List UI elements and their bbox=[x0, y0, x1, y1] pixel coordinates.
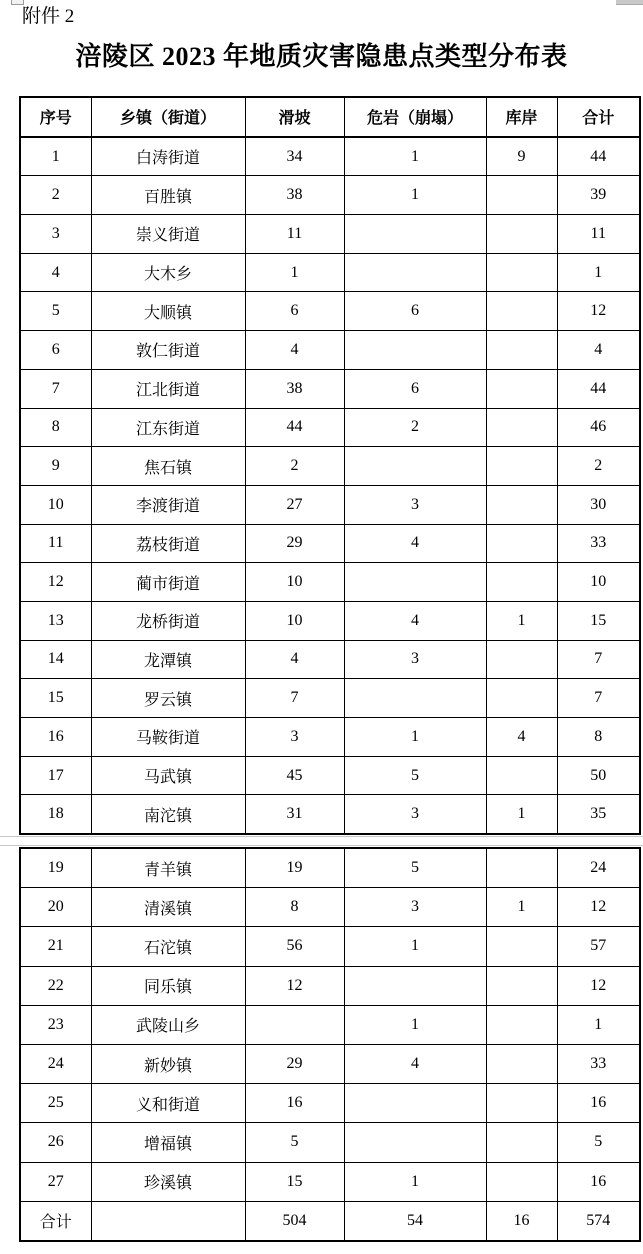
table-cell bbox=[486, 524, 557, 563]
table-row bbox=[20, 1201, 640, 1241]
table-cell: 19 bbox=[20, 848, 91, 888]
table-cell bbox=[91, 1201, 245, 1241]
table-cell: 10 bbox=[245, 563, 344, 602]
table-row bbox=[20, 888, 640, 927]
table-cell: 4 bbox=[486, 718, 557, 757]
table-row bbox=[20, 848, 640, 888]
table-cell bbox=[486, 1162, 557, 1201]
table-cell: 9 bbox=[20, 447, 91, 486]
table-cell: 44 bbox=[557, 137, 640, 176]
table-cell: 8 bbox=[557, 718, 640, 757]
table-cell: 青羊镇 bbox=[91, 848, 245, 888]
table-cell: 7 bbox=[557, 679, 640, 718]
table-cell: 江东街道 bbox=[91, 408, 245, 447]
table-cell: 5 bbox=[20, 292, 91, 331]
header-cell: 乡镇（街道） bbox=[91, 97, 245, 137]
header-cell: 序号 bbox=[20, 97, 91, 137]
table-row bbox=[20, 1162, 640, 1201]
table-cell: 12 bbox=[557, 888, 640, 927]
table-cell: 26 bbox=[20, 1123, 91, 1162]
table-cell: 3 bbox=[344, 888, 486, 927]
table-cell: 同乐镇 bbox=[91, 966, 245, 1005]
page-break-divider bbox=[0, 836, 643, 846]
table-cell bbox=[245, 1005, 344, 1044]
table-cell: 34 bbox=[245, 137, 344, 176]
table-cell: 龙桥街道 bbox=[91, 601, 245, 640]
table-cell: 1 bbox=[344, 927, 486, 966]
table-cell: 6 bbox=[344, 292, 486, 331]
table-cell: 崇义街道 bbox=[91, 215, 245, 254]
table-cell: 44 bbox=[557, 369, 640, 408]
table-row bbox=[20, 524, 640, 563]
table-cell bbox=[486, 408, 557, 447]
table-cell: 1 bbox=[557, 253, 640, 292]
table-cell: 罗云镇 bbox=[91, 679, 245, 718]
table-cell: 11 bbox=[245, 215, 344, 254]
table-cell: 45 bbox=[245, 756, 344, 795]
table-cell: 1 bbox=[344, 718, 486, 757]
table-cell: 荔枝街道 bbox=[91, 524, 245, 563]
table-cell: 19 bbox=[245, 848, 344, 888]
table-row bbox=[20, 1084, 640, 1123]
table-row bbox=[20, 485, 640, 524]
table-cell: 焦石镇 bbox=[91, 447, 245, 486]
table-cell: 10 bbox=[557, 563, 640, 602]
table-cell: 56 bbox=[245, 927, 344, 966]
table-cell: 17 bbox=[20, 756, 91, 795]
table-cell bbox=[344, 1123, 486, 1162]
table-row bbox=[20, 408, 640, 447]
table-cell: 44 bbox=[245, 408, 344, 447]
table-cell: 15 bbox=[557, 601, 640, 640]
table-cell: 24 bbox=[20, 1044, 91, 1083]
table-cell: 12 bbox=[557, 292, 640, 331]
table-cell: 16 bbox=[20, 718, 91, 757]
table-cell: 1 bbox=[245, 253, 344, 292]
table-row bbox=[20, 1044, 640, 1083]
table-cell: 8 bbox=[20, 408, 91, 447]
table-cell: 6 bbox=[245, 292, 344, 331]
table-cell bbox=[486, 679, 557, 718]
table-cell bbox=[486, 563, 557, 602]
table-cell: 35 bbox=[557, 795, 640, 834]
table-row bbox=[20, 927, 640, 966]
table-cell bbox=[486, 292, 557, 331]
hazard-table-page2 bbox=[19, 847, 641, 1242]
table-cell: 16 bbox=[557, 1162, 640, 1201]
table-row bbox=[20, 601, 640, 640]
screen-edge-artifact-right bbox=[616, 0, 643, 5]
table-cell: 18 bbox=[20, 795, 91, 834]
table-cell: 20 bbox=[20, 888, 91, 927]
table-row bbox=[20, 563, 640, 602]
table-row bbox=[20, 215, 640, 254]
table-cell: 33 bbox=[557, 524, 640, 563]
table-cell: 大顺镇 bbox=[91, 292, 245, 331]
page-title: 涪陵区 2023 年地质灾害隐患点类型分布表 bbox=[75, 42, 568, 71]
table-cell: 15 bbox=[245, 1162, 344, 1201]
table-cell: 清溪镇 bbox=[91, 888, 245, 927]
table-cell: 马鞍街道 bbox=[91, 718, 245, 757]
table-row bbox=[20, 447, 640, 486]
table-cell: 16 bbox=[245, 1084, 344, 1123]
table-cell bbox=[344, 1084, 486, 1123]
table-cell: 54 bbox=[344, 1201, 486, 1241]
table-cell: 21 bbox=[20, 927, 91, 966]
table-cell: 4 bbox=[344, 601, 486, 640]
table-cell: 新妙镇 bbox=[91, 1044, 245, 1083]
table-cell: 50 bbox=[557, 756, 640, 795]
table-cell: 29 bbox=[245, 1044, 344, 1083]
table-cell: 16 bbox=[557, 1084, 640, 1123]
table-cell: 7 bbox=[245, 679, 344, 718]
table-cell bbox=[344, 447, 486, 486]
table-cell bbox=[486, 756, 557, 795]
table-cell bbox=[486, 640, 557, 679]
table-cell bbox=[486, 848, 557, 888]
table-cell: 31 bbox=[245, 795, 344, 834]
table-cell bbox=[486, 966, 557, 1005]
table-cell: 574 bbox=[557, 1201, 640, 1241]
table-cell: 5 bbox=[344, 848, 486, 888]
table-cell: 10 bbox=[245, 601, 344, 640]
table-cell bbox=[344, 679, 486, 718]
table-cell: 1 bbox=[486, 795, 557, 834]
table-cell: 39 bbox=[557, 176, 640, 215]
table-cell bbox=[486, 927, 557, 966]
table-cell: 龙潭镇 bbox=[91, 640, 245, 679]
table-cell: 25 bbox=[20, 1084, 91, 1123]
table-cell: 29 bbox=[245, 524, 344, 563]
table-cell bbox=[486, 447, 557, 486]
table-row bbox=[20, 1123, 640, 1162]
table-cell: 大木乡 bbox=[91, 253, 245, 292]
table-cell: 1 bbox=[486, 601, 557, 640]
table-cell bbox=[344, 331, 486, 370]
table-cell bbox=[486, 369, 557, 408]
hazard-table-page1 bbox=[19, 96, 641, 835]
table-cell: 38 bbox=[245, 176, 344, 215]
table-cell: 1 bbox=[344, 176, 486, 215]
table-cell bbox=[486, 1123, 557, 1162]
table-cell bbox=[344, 966, 486, 1005]
table-cell: 江北街道 bbox=[91, 369, 245, 408]
table-cell bbox=[486, 1005, 557, 1044]
table-cell: 46 bbox=[557, 408, 640, 447]
table-cell: 9 bbox=[486, 137, 557, 176]
table-cell: 1 bbox=[344, 1162, 486, 1201]
table-cell: 石沱镇 bbox=[91, 927, 245, 966]
table-header-row bbox=[20, 97, 640, 137]
table-cell bbox=[486, 1044, 557, 1083]
header-cell: 滑坡 bbox=[245, 97, 344, 137]
table-cell: 义和街道 bbox=[91, 1084, 245, 1123]
table-cell: 马武镇 bbox=[91, 756, 245, 795]
table-cell: 27 bbox=[245, 485, 344, 524]
table-cell: 7 bbox=[557, 640, 640, 679]
table-row bbox=[20, 369, 640, 408]
table-row bbox=[20, 331, 640, 370]
table-cell: 4 bbox=[557, 331, 640, 370]
table-cell bbox=[486, 176, 557, 215]
table-cell: 57 bbox=[557, 927, 640, 966]
table-cell: 百胜镇 bbox=[91, 176, 245, 215]
table-cell: 4 bbox=[245, 331, 344, 370]
header-cell: 合计 bbox=[557, 97, 640, 137]
table-cell: 15 bbox=[20, 679, 91, 718]
table-cell: 6 bbox=[20, 331, 91, 370]
table-cell bbox=[486, 331, 557, 370]
table-cell: 22 bbox=[20, 966, 91, 1005]
table-cell: 8 bbox=[245, 888, 344, 927]
table-cell bbox=[486, 1084, 557, 1123]
table-cell bbox=[486, 485, 557, 524]
table-row bbox=[20, 137, 640, 176]
table-cell: 10 bbox=[20, 485, 91, 524]
table-cell: 38 bbox=[245, 369, 344, 408]
header-cell: 危岩（崩塌） bbox=[344, 97, 486, 137]
table-cell: 蔺市街道 bbox=[91, 563, 245, 602]
table-cell: 11 bbox=[20, 524, 91, 563]
table-cell: 3 bbox=[20, 215, 91, 254]
table-cell bbox=[344, 253, 486, 292]
table-cell: 11 bbox=[557, 215, 640, 254]
table-cell: 24 bbox=[557, 848, 640, 888]
table-cell: 33 bbox=[557, 1044, 640, 1083]
table-cell: 12 bbox=[557, 966, 640, 1005]
table-row bbox=[20, 176, 640, 215]
table-cell: 3 bbox=[344, 485, 486, 524]
table-cell: 12 bbox=[245, 966, 344, 1005]
table-cell: 1 bbox=[486, 888, 557, 927]
table-cell: 5 bbox=[245, 1123, 344, 1162]
table-cell: 5 bbox=[344, 756, 486, 795]
table-cell: 7 bbox=[20, 369, 91, 408]
attachment-label: 附件 2 bbox=[22, 6, 75, 27]
table-cell: 4 bbox=[245, 640, 344, 679]
table-row bbox=[20, 253, 640, 292]
table-cell: 2 bbox=[557, 447, 640, 486]
table-cell: 14 bbox=[20, 640, 91, 679]
table-cell: 504 bbox=[245, 1201, 344, 1241]
table-cell: 1 bbox=[344, 137, 486, 176]
table-cell: 4 bbox=[344, 1044, 486, 1083]
table-cell: 12 bbox=[20, 563, 91, 602]
table-cell: 1 bbox=[557, 1005, 640, 1044]
table-row bbox=[20, 756, 640, 795]
table-cell: 27 bbox=[20, 1162, 91, 1201]
table-cell: 3 bbox=[344, 640, 486, 679]
table-row bbox=[20, 718, 640, 757]
table-cell: 2 bbox=[20, 176, 91, 215]
table-cell bbox=[486, 253, 557, 292]
table-row bbox=[20, 292, 640, 331]
table-cell: 2 bbox=[245, 447, 344, 486]
table-cell: 武陵山乡 bbox=[91, 1005, 245, 1044]
table-cell: 白涛街道 bbox=[91, 137, 245, 176]
table-cell: 增福镇 bbox=[91, 1123, 245, 1162]
table-row bbox=[20, 640, 640, 679]
table-cell bbox=[344, 215, 486, 254]
table-cell: 4 bbox=[344, 524, 486, 563]
header-cell: 库岸 bbox=[486, 97, 557, 137]
table-cell: 16 bbox=[486, 1201, 557, 1241]
table-cell: 30 bbox=[557, 485, 640, 524]
table-cell: 6 bbox=[344, 369, 486, 408]
table-cell: 5 bbox=[557, 1123, 640, 1162]
table-cell: 1 bbox=[20, 137, 91, 176]
table-row bbox=[20, 1005, 640, 1044]
table-cell: 13 bbox=[20, 601, 91, 640]
table-cell: 南沱镇 bbox=[91, 795, 245, 834]
table-cell: 敦仁街道 bbox=[91, 331, 245, 370]
table-cell: 3 bbox=[245, 718, 344, 757]
table-cell bbox=[486, 215, 557, 254]
table-cell: 合计 bbox=[20, 1201, 91, 1241]
table-cell: 3 bbox=[344, 795, 486, 834]
table-cell: 4 bbox=[20, 253, 91, 292]
table-cell bbox=[344, 563, 486, 602]
table-cell: 李渡街道 bbox=[91, 485, 245, 524]
table-row bbox=[20, 795, 640, 834]
table-cell: 1 bbox=[344, 1005, 486, 1044]
table-cell: 2 bbox=[344, 408, 486, 447]
table-row bbox=[20, 966, 640, 1005]
table-cell: 珍溪镇 bbox=[91, 1162, 245, 1201]
table-row bbox=[20, 679, 640, 718]
table-cell: 23 bbox=[20, 1005, 91, 1044]
